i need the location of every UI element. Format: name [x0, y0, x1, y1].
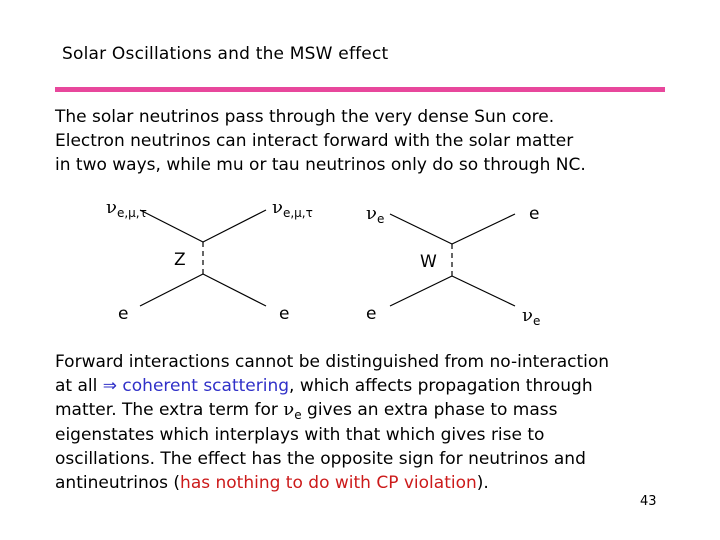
nc-bottom-right-label: e: [279, 304, 290, 324]
coherent-scattering-highlight: coherent scattering: [117, 376, 290, 396]
nc-bottom-right-leg: [203, 274, 266, 306]
nc-diagram-lines: [140, 210, 266, 306]
flavor-subscript: e: [376, 212, 385, 226]
body-line-3-end: gives an extra phase to mass: [301, 400, 558, 420]
cc-top-right-leg: [452, 214, 515, 244]
cc-top-left-leg: [390, 214, 452, 244]
intro-line-3: in two ways, while mu or tau neutrinos only do so through NC.: [55, 155, 586, 175]
nc-bottom-left-leg: [140, 274, 203, 306]
nu-symbol: ν: [522, 305, 533, 326]
nc-bottom-left-label: e: [118, 304, 129, 324]
intro-line-1: The solar neutrinos pass through the very dense Sun core.: [55, 107, 555, 127]
body-line-1: Forward interactions cannot be distinguished from no-interaction: [55, 352, 610, 372]
nc-top-left-label: [106, 198, 147, 219]
cc-bottom-right-leg: [452, 276, 515, 306]
body-line-3: [55, 398, 705, 423]
nc-top-left-leg: [140, 210, 203, 242]
body-line-5: oscillations. The effect has the opposite sign for neutrinos and: [55, 449, 586, 469]
cc-bottom-left-leg: [390, 276, 452, 306]
nc-top-right-label: [272, 198, 313, 219]
cc-top-left-label: [366, 204, 384, 225]
nu-symbol: ν: [272, 197, 283, 218]
cc-boson-label: W: [420, 252, 437, 272]
nu-symbol: ν: [106, 197, 117, 218]
nu-symbol: ν: [366, 203, 377, 224]
flavor-subscript: e: [294, 408, 302, 422]
page-number: 43: [640, 494, 657, 509]
body-line-4: eigenstates which interplays with that which gives rise to: [55, 425, 545, 445]
cp-violation-note: has nothing to do with CP violation: [180, 473, 477, 493]
body-line-2: [55, 374, 705, 398]
flavor-subscript: e,μ,τ: [116, 206, 147, 220]
flavor-subscript: e,μ,τ: [282, 206, 313, 220]
body-line-3-start: matter. The extra term for: [55, 400, 284, 420]
cc-bottom-right-label: [522, 306, 540, 327]
body-line-6: [55, 471, 705, 495]
cc-diagram-lines: [390, 214, 515, 306]
nc-boson-label: Z: [174, 250, 186, 270]
nu-symbol: ν: [283, 399, 295, 420]
body-line-2-end: , which affects propagation through: [289, 376, 593, 396]
body-line-2-start: at all: [55, 376, 103, 396]
slide-title: Solar Oscillations and the MSW effect: [62, 44, 389, 64]
intro-line-2: Electron neutrinos can interact forward with the solar matter: [55, 131, 574, 151]
implies-arrow: ⇒: [102, 376, 118, 396]
body-line-6-end: ).: [476, 473, 489, 493]
cc-bottom-left-label: e: [366, 304, 377, 324]
cc-top-right-label: e: [529, 204, 540, 224]
nc-top-right-leg: [203, 210, 266, 242]
flavor-subscript: e: [532, 314, 541, 328]
explanation-paragraph: [55, 350, 705, 495]
body-line-6-start: antineutrinos (: [55, 473, 181, 493]
